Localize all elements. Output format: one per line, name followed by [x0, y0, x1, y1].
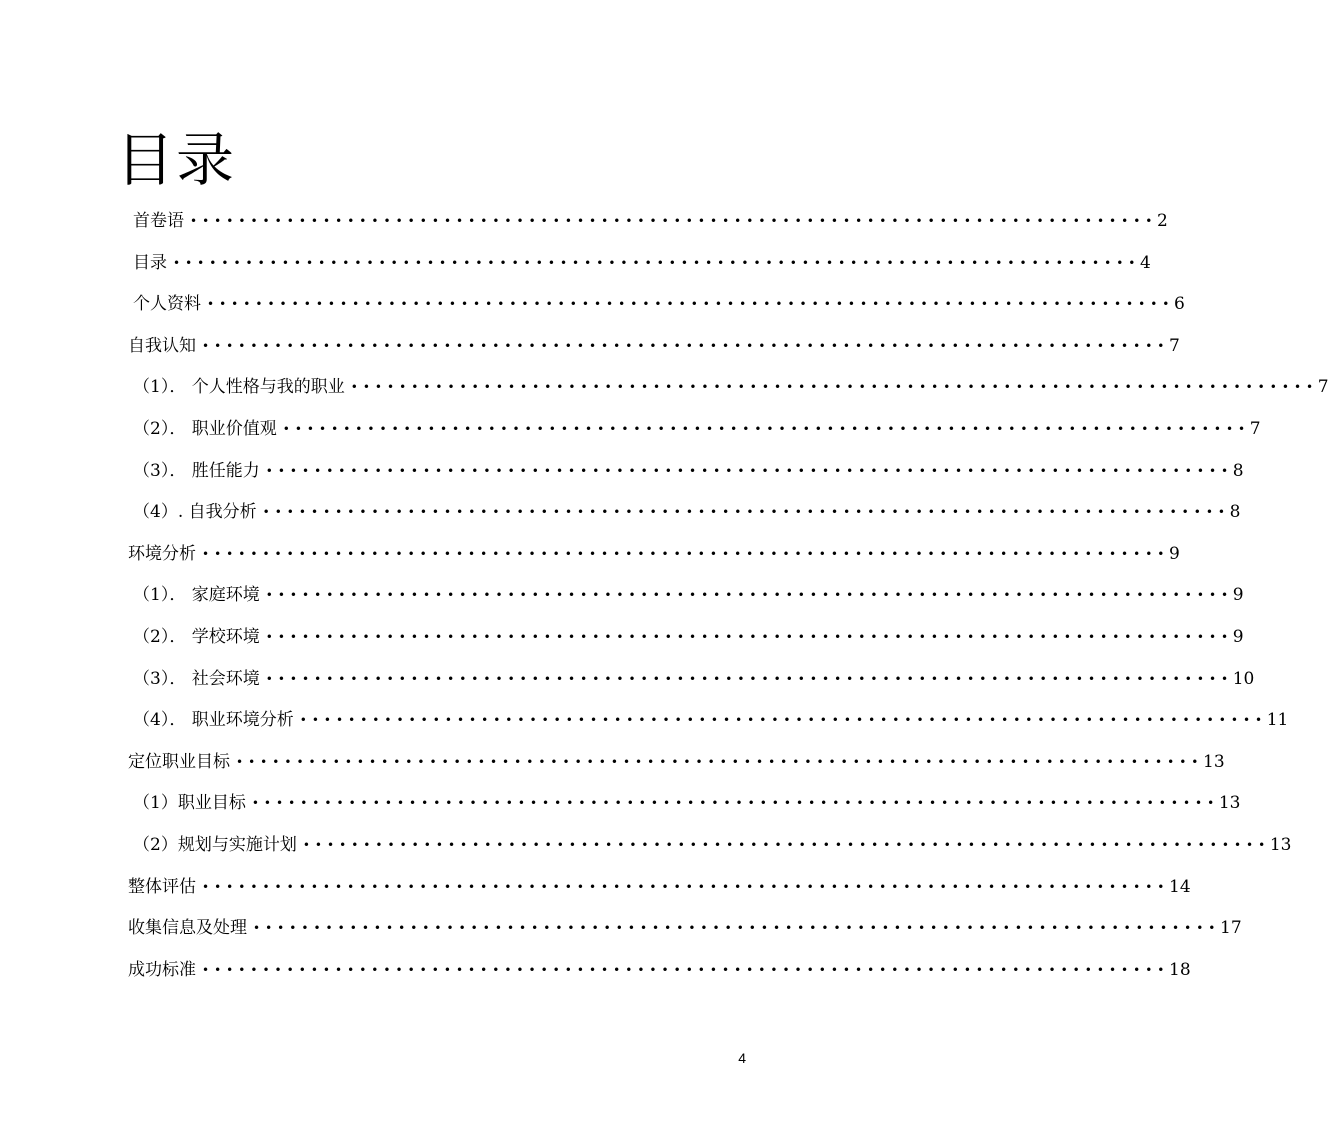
toc-entry-label: （3）． 社会环境 [133, 668, 260, 689]
toc-entry-label: （2）规划与实施计划 [133, 835, 297, 855]
toc-entry-label: 首卷语 [133, 211, 184, 231]
toc-dot-leader: • • • • • • • • • • • • • • • • • • • • • • • • • • • • • • • • • • • • • • • • • • • • • • • • • • • • • • • • • • • • • • • • • • • • • • • • • • • • • • • • [202, 338, 1165, 353]
toc-entry-label: （2）． 学校环境 [133, 627, 260, 647]
toc-entry[interactable] [133, 832, 1292, 858]
toc-entry-label: 目录 [133, 252, 167, 273]
toc-entry[interactable] [128, 749, 1225, 775]
toc-dot-leader: • • • • • • • • • • • • • • • • • • • • • • • • • • • • • • • • • • • • • • • • • • • • • • • • • • • • • • • • • • • • • • • • • • • • • • • • • • • • • • • • [202, 546, 1165, 561]
toc-entry-page: 13 [1218, 793, 1241, 814]
toc-dot-leader: • • • • • • • • • • • • • • • • • • • • • • • • • • • • • • • • • • • • • • • • • • • • • • • • • • • • • • • • • • • • • • • • • • • • • • • • • • • • • • • • [302, 838, 1266, 852]
toc-entry-page: 14 [1169, 876, 1191, 897]
toc-entry[interactable] [133, 499, 1241, 525]
toc-dot-leader: • • • • • • • • • • • • • • • • • • • • • • • • • • • • • • • • • • • • • • • • • • • • • • • • • • • • • • • • • • • • • • • • • • • • • • • • • • • • • • • • [350, 380, 1314, 395]
toc-entry-label: 整体评估 [128, 876, 196, 897]
toc-entry[interactable] [133, 250, 1151, 276]
toc-entry-label: 收集信息及处理 [128, 918, 247, 939]
toc-entry[interactable] [128, 541, 1180, 567]
toc-entry-page: 9 [1169, 543, 1180, 564]
toc-entry-page: 7 [1169, 335, 1180, 356]
toc-entry-label: （4）． 职业环境分析 [133, 710, 294, 731]
toc-entry[interactable] [133, 707, 1289, 733]
toc-dot-leader: • • • • • • • • • • • • • • • • • • • • • • • • • • • • • • • • • • • • • • • • • • • • • • • • • • • • • • • • • • • • • • • • • • • • • • • • • • • • • • • • [253, 921, 1216, 936]
toc-entry-page: 18 [1169, 959, 1191, 980]
toc-entry-label: 定位职业目标 [128, 751, 230, 772]
toc-entry-page: 13 [1269, 835, 1292, 855]
toc-entry-label: （1）． 家庭环境 [133, 585, 260, 606]
toc-entry[interactable] [133, 374, 1329, 400]
toc-dot-leader: • • • • • • • • • • • • • • • • • • • • • • • • • • • • • • • • • • • • • • • • • • • • • • • • • • • • • • • • • • • • • • • • • • • • • • • • • • • • • • • • [265, 630, 1229, 644]
toc-entry-page: 6 [1174, 294, 1185, 315]
toc-entry-label: （1）． 个人性格与我的职业 [133, 377, 345, 398]
toc-dot-leader: • • • • • • • • • • • • • • • • • • • • • • • • • • • • • • • • • • • • • • • • • • • • • • • • • • • • • • • • • • • • • • • • • • • • • • • • • • • • • • • • [173, 255, 1136, 270]
toc-entry-label: 自我认知 [128, 335, 196, 356]
toc-entry-label: （1）职业目标 [133, 793, 246, 814]
toc-dot-leader: • • • • • • • • • • • • • • • • • • • • • • • • • • • • • • • • • • • • • • • • • • • • • • • • • • • • • • • • • • • • • • • • • • • • • • • • • • • • • • • • [251, 796, 1215, 811]
toc-entry[interactable] [128, 957, 1191, 983]
toc-entry-label: （3）． 胜任能力 [133, 460, 260, 481]
toc-entry[interactable] [133, 666, 1255, 692]
toc-entry-page: 11 [1266, 710, 1289, 731]
toc-entry-page: 9 [1232, 585, 1244, 606]
toc-entry[interactable] [133, 458, 1244, 484]
toc-entry-page: 13 [1203, 751, 1225, 772]
toc-entry-page: 10 [1232, 668, 1255, 689]
toc-entry-label: 环境分析 [128, 543, 196, 564]
toc-dot-leader: • • • • • • • • • • • • • • • • • • • • • • • • • • • • • • • • • • • • • • • • • • • • • • • • • • • • • • • • • • • • • • • • • • • • • • • • • • • • • • • • [202, 879, 1165, 894]
toc-entry-label: 成功标准 [128, 959, 196, 980]
toc-dot-leader: • • • • • • • • • • • • • • • • • • • • • • • • • • • • • • • • • • • • • • • • • • • • • • • • • • • • • • • • • • • • • • • • • • • • • • • • • • • • • • • • [265, 588, 1229, 603]
toc-entry[interactable] [133, 582, 1244, 608]
toc-entry-page: 17 [1220, 918, 1242, 939]
toc-entry-page: 8 [1232, 460, 1244, 481]
toc-entry[interactable] [133, 790, 1241, 816]
toc-entry-page: 7 [1317, 377, 1329, 398]
toc-dot-leader: • • • • • • • • • • • • • • • • • • • • • • • • • • • • • • • • • • • • • • • • • • • • • • • • • • • • • • • • • • • • • • • • • • • • • • • • • • • • • • • • [202, 962, 1165, 977]
toc-dot-leader: • • • • • • • • • • • • • • • • • • • • • • • • • • • • • • • • • • • • • • • • • • • • • • • • • • • • • • • • • • • • • • • • • • • • • • • • • • • • • • • • [262, 505, 1226, 520]
toc-dot-leader: • • • • • • • • • • • • • • • • • • • • • • • • • • • • • • • • • • • • • • • • • • • • • • • • • • • • • • • • • • • • • • • • • • • • • • • • • • • • • • • • [265, 671, 1229, 686]
toc-dot-leader: • • • • • • • • • • • • • • • • • • • • • • • • • • • • • • • • • • • • • • • • • • • • • • • • • • • • • • • • • • • • • • • • • • • • • • • • • • • • • • • • [299, 713, 1263, 728]
toc-entry[interactable] [128, 874, 1191, 900]
toc-dot-leader: • • • • • • • • • • • • • • • • • • • • • • • • • • • • • • • • • • • • • • • • • • • • • • • • • • • • • • • • • • • • • • • • • • • • • • • • • • • • • • • • [282, 422, 1246, 436]
toc-dot-leader: • • • • • • • • • • • • • • • • • • • • • • • • • • • • • • • • • • • • • • • • • • • • • • • • • • • • • • • • • • • • • • • • • • • • • • • • • • • • • • • • [207, 297, 1170, 312]
toc-entry[interactable] [133, 291, 1185, 317]
toc-dot-leader: • • • • • • • • • • • • • • • • • • • • • • • • • • • • • • • • • • • • • • • • • • • • • • • • • • • • • • • • • • • • • • • • • • • • • • • • • • • • • • • • [190, 214, 1153, 228]
toc-entry[interactable] [133, 416, 1261, 442]
toc-entry[interactable] [133, 208, 1168, 234]
toc-dot-leader: • • • • • • • • • • • • • • • • • • • • • • • • • • • • • • • • • • • • • • • • • • • • • • • • • • • • • • • • • • • • • • • • • • • • • • • • • • • • • • • • [236, 754, 1199, 769]
toc-entry-page: 9 [1232, 627, 1244, 647]
toc-entry-page: 8 [1229, 502, 1241, 523]
toc-dot-leader: • • • • • • • • • • • • • • • • • • • • • • • • • • • • • • • • • • • • • • • • • • • • • • • • • • • • • • • • • • • • • • • • • • • • • • • • • • • • • • • • [265, 463, 1229, 478]
page-number: 4 [738, 1050, 746, 1066]
toc-entry-label: （2）． 职业价值观 [133, 419, 277, 439]
toc-entry-page: 2 [1157, 211, 1168, 231]
toc-entry-label: 个人资料 [133, 294, 201, 315]
page-title: 目录 [116, 126, 237, 194]
toc-entry[interactable] [128, 333, 1180, 359]
toc-entry-page: 7 [1249, 419, 1261, 439]
toc-entry-label: （4）. 自我分析 [133, 502, 257, 523]
toc-entry-page: 4 [1140, 252, 1151, 273]
toc-entry[interactable] [133, 624, 1244, 650]
toc-entry[interactable] [128, 915, 1242, 941]
